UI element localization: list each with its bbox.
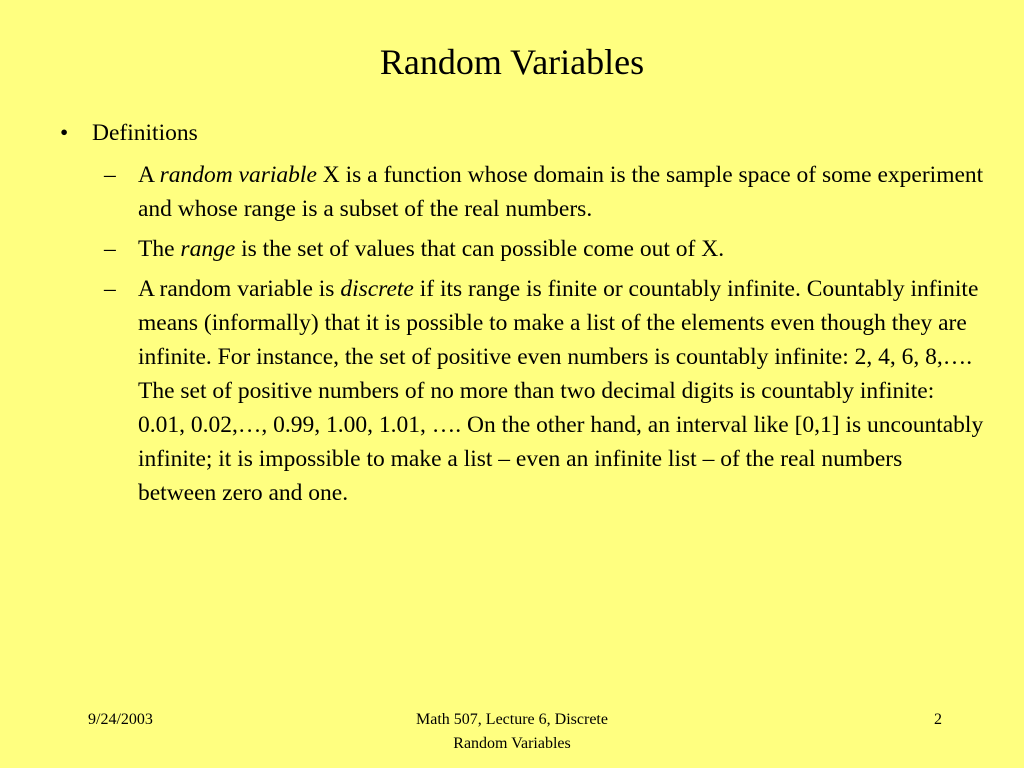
text-after: X is a function whose domain is the sample space of some experiment and whose range is a subset of the real numbers.	[138, 162, 984, 222]
dash-marker: –	[104, 276, 116, 302]
text-before: A random variable is	[138, 276, 341, 302]
dash-marker: –	[104, 236, 116, 262]
emphasized-term: random variable	[159, 162, 317, 188]
definition-list	[104, 158, 984, 516]
definition-text	[138, 158, 984, 226]
definition-text	[138, 232, 984, 266]
definition-item-random-variable	[104, 158, 984, 226]
footer-page-number: 2	[934, 711, 942, 728]
footer-course-line-1: Math 507, Lecture 6, Discrete	[416, 711, 608, 728]
dash-marker: –	[104, 162, 116, 188]
emphasized-term: discrete	[340, 276, 414, 302]
text-before: The	[138, 236, 181, 262]
bullet-glyph: •	[60, 120, 69, 146]
bullet-definitions	[60, 116, 198, 150]
text-after: is the set of values that can possible come out of X.	[235, 236, 725, 262]
definition-text	[138, 272, 984, 510]
footer-course-line-2: Random Variables	[453, 735, 571, 752]
footer-date: 9/24/2003	[88, 711, 153, 728]
text-after: if its range is finite or countably infinite. Countably infinite means (informally) that it is possible to make a list of the elements even though they are infinite. For instance, the set of positive even numbers is countably infinite: 2, 4, 6, 8,…. The set of positive numbers of no more than two decimal digits is countably infinite: 0.01, 0.02,…, 0.99, 1.00, 1.01, …. On the other hand, an interval like [0,1] is uncountably infinite; it is impossible to make a list – even an infinite list – of the real numbers between zero and one.	[138, 276, 984, 506]
text-before: A	[138, 162, 160, 188]
slide-title: Random Variables	[379, 42, 645, 82]
emphasized-term: range	[180, 236, 236, 262]
definition-item-discrete	[104, 272, 984, 510]
footer-course-title	[362, 708, 662, 756]
definition-item-range	[104, 232, 984, 266]
bullet-text: Definitions	[92, 120, 198, 146]
